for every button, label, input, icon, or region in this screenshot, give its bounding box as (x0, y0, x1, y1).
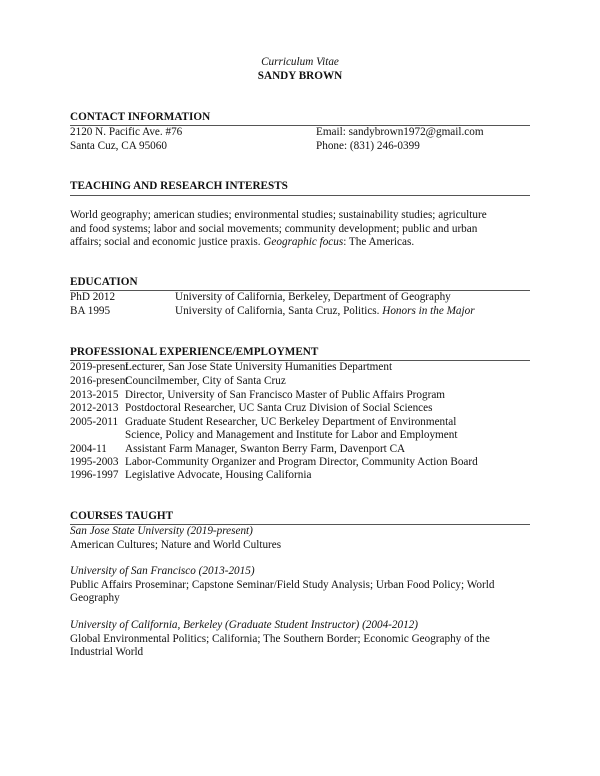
experience-role: Lecturer, San Jose State University Humanities Department (125, 361, 393, 373)
education-detail-text: University of California, Santa Cruz, Politics. (175, 305, 383, 317)
experience-role: Labor-Community Organizer and Program Director, Community Action Board (125, 456, 478, 468)
experience-section-title: PROFESSIONAL EXPERIENCE/EMPLOYMENT (70, 346, 319, 358)
course-list-line: Public Affairs Proseminar; Capstone Seminar/Field Study Analysis; Urban Food Policy; World (70, 578, 495, 591)
interests-paragraph (70, 209, 520, 250)
experience-role: Legislative Advocate, Housing California (125, 469, 312, 481)
experience-role: Postdoctoral Researcher, UC Santa Cruz Division of Social Sciences (125, 402, 433, 414)
education-degree: BA 1995 (70, 305, 111, 317)
course-institution: University of San Francisco (2013-2015) (70, 565, 255, 577)
interests-line-2: and food systems; labor and social movements; community development; public and urban (70, 222, 478, 235)
interests-line-3-prefix: affairs; social and economic justice praxis. (70, 236, 264, 249)
document-subtitle: Curriculum Vitae (261, 56, 339, 68)
course-group (70, 525, 520, 552)
experience-role: Graduate Student Researcher, UC Berkeley Department of Environmental (125, 416, 457, 428)
course-group (70, 619, 520, 660)
education-detail-text: University of California, Berkeley, Department of Geography (175, 291, 451, 303)
geographic-focus-label: Geographic focus (263, 236, 344, 249)
experience-years: 2012-2013 (70, 402, 119, 414)
phone-text: Phone: (831) 246-0399 (316, 140, 420, 152)
experience-years: 2016-present (70, 375, 129, 387)
education-detail (175, 291, 451, 305)
experience-role: Director, University of San Francisco Master of Public Affairs Program (125, 389, 445, 401)
course-list-line: Global Environmental Politics; California; The Southern Border; Economic Geography of the (70, 632, 490, 645)
interests-section-title: TEACHING AND RESEARCH INTERESTS (70, 180, 288, 192)
interests-line-1: World geography; american studies; environmental studies; sustainability studies; agriculture (70, 209, 487, 221)
course-list-line-2: Industrial World (70, 646, 144, 659)
education-degree: PhD 2012 (70, 291, 116, 303)
experience-years: 2004-11 (70, 443, 107, 455)
education-detail (175, 305, 475, 319)
address-line-1: 2120 N. Pacific Ave. #76 (70, 126, 183, 138)
course-institution: University of California, Berkeley (Graduate Student Instructor) (2004-2012) (70, 619, 418, 631)
course-list-line: American Cultures; Nature and World Cultures (70, 538, 282, 551)
experience-years: 2005-2011 (70, 416, 119, 428)
experience-years: 2013-2015 (70, 389, 119, 401)
course-list-line-2: Geography (70, 592, 120, 605)
experience-role: Assistant Farm Manager, Swanton Berry Farm, Davenport CA (125, 443, 406, 455)
contact-section-title: CONTACT INFORMATION (70, 111, 211, 123)
experience-role: Councilmember, City of Santa Cruz (125, 375, 286, 387)
experience-years: 1996-1997 (70, 469, 119, 481)
experience-role-line-2: Science, Policy and Management and Institute for Labor and Employment (125, 429, 458, 441)
experience-years: 1995-2003 (70, 456, 119, 468)
address-line-2: Santa Cuz, CA 95060 (70, 140, 167, 152)
course-group (70, 565, 520, 606)
education-section-title: EDUCATION (70, 276, 138, 288)
interests-line-3-suffix: : The Americas. (343, 236, 415, 249)
education-honors: Honors in the Major (382, 305, 475, 317)
interests-divider (70, 195, 530, 196)
courses-section-title: COURSES TAUGHT (70, 510, 174, 522)
course-institution: San Jose State University (2019-present) (70, 525, 253, 537)
interests-line-3 (70, 236, 520, 250)
experience-years: 2019-present (70, 361, 129, 373)
person-name: SANDY BROWN (257, 70, 343, 82)
email-text: Email: sandybrown1972@gmail.com (316, 126, 484, 138)
